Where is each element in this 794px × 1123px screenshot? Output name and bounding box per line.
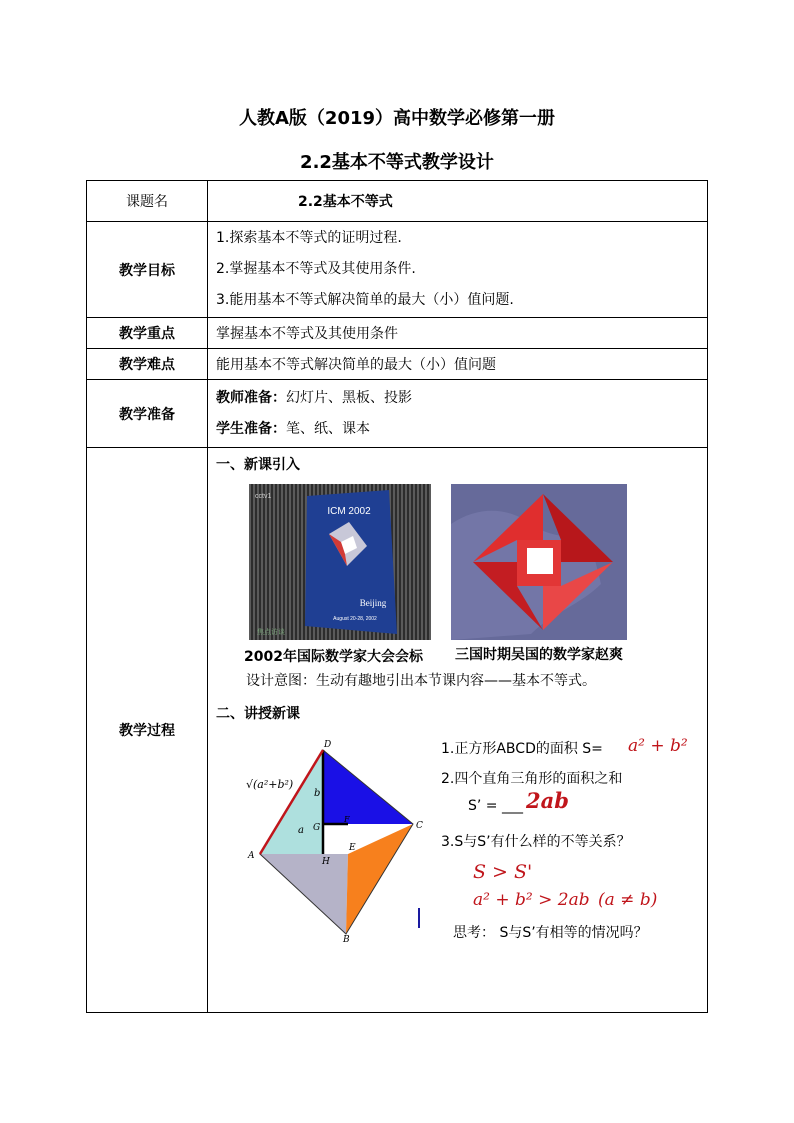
difficulty-value: 能用基本不等式解决简单的最大（小）值问题	[208, 349, 708, 380]
label-C: C	[416, 821, 423, 831]
goals-cell	[208, 222, 708, 318]
answer-inequality: a² + b² > 2ab	[473, 890, 590, 910]
label-goals: 教学目标	[87, 222, 208, 318]
banner-date: August 20-28, 2002	[333, 616, 377, 622]
label-b: b	[314, 788, 321, 799]
label-F: F	[344, 815, 350, 824]
teacher-prep	[216, 383, 707, 414]
section-intro-heading: 一、新课引入	[216, 457, 300, 473]
label-a: a	[298, 825, 304, 836]
label-difficulty: 教学难点	[87, 349, 208, 380]
answer-condition: (a ≠ b)	[598, 890, 658, 910]
label-process: 教学过程	[87, 448, 208, 1013]
label-D: D	[324, 740, 332, 750]
question-3: 3.S与S’有什么样的不等关系？	[441, 834, 631, 850]
square-proof-diagram	[238, 738, 438, 945]
lesson-table	[86, 180, 708, 1013]
row-key	[87, 318, 708, 349]
label-H: H	[322, 857, 330, 867]
label-E: E	[349, 843, 356, 853]
label-hypotenuse: √(a²+b²)	[246, 778, 294, 791]
label-G: G	[313, 823, 321, 833]
document-title: 2.2基本不等式教学设计	[300, 152, 494, 173]
question-2: 2.四个直角三角形的面积之和	[441, 771, 623, 787]
prep-cell	[208, 380, 708, 448]
zhao-shuang-figure	[451, 484, 627, 640]
row-goals	[87, 222, 708, 318]
icm-photo-drawing	[249, 484, 431, 640]
caption-icm: 2002年国际数学家大会会标	[244, 649, 423, 665]
process-cell	[208, 448, 708, 1013]
goal-item: 1.探索基本不等式的证明过程.	[216, 230, 402, 246]
student-prep-label: 学生准备：	[216, 420, 286, 437]
goal-item: 2.掌握基本不等式及其使用条件.	[216, 261, 416, 277]
row-prep	[87, 380, 708, 448]
answer-area-s: a² + b²	[628, 736, 688, 756]
design-intent: 设计意图：生动有趣地引出本节课内容——基本不等式。	[246, 673, 596, 689]
goal-item: 3.能用基本不等式解决简单的最大（小）值问题.	[216, 292, 514, 308]
student-prep	[216, 414, 707, 445]
answer-2ab: 2ab	[526, 788, 569, 813]
section-new-lesson-heading: 二、讲授新课	[216, 706, 300, 722]
book-title: 人教A版（2019）高中数学必修第一册	[238, 108, 556, 129]
cursor-mark	[418, 908, 420, 928]
teacher-prep-value: 幻灯片、黑板、投影	[286, 389, 412, 406]
student-prep-value: 笔、纸、课本	[286, 420, 370, 437]
question-2-sprime: S’ = ___	[468, 798, 523, 814]
watermark-text: 焦点访谈	[257, 628, 285, 636]
tv-logo: cctv1	[255, 493, 272, 500]
caption-zhao: 三国时期吴国的数学家赵爽	[455, 647, 623, 663]
question-1: 1.正方形ABCD的面积 S=	[441, 741, 603, 757]
label-prep: 教学准备	[87, 380, 208, 448]
banner-city: Beijing	[359, 598, 387, 608]
row-difficulty	[87, 349, 708, 380]
label-A: A	[248, 851, 255, 861]
zhao-shuang-drawing	[451, 484, 627, 640]
answer-s-greater: S > S'	[473, 861, 533, 883]
label-key: 教学重点	[87, 318, 208, 349]
teacher-prep-label: 教师准备：	[216, 389, 286, 406]
topic-value: 2.2基本不等式	[208, 181, 708, 222]
row-process	[87, 448, 708, 1013]
label-B: B	[343, 935, 350, 945]
key-value: 掌握基本不等式及其使用条件	[208, 318, 708, 349]
think-question: 思考： S与S’有相等的情况吗？	[453, 925, 648, 941]
label-topic: 课题名	[87, 181, 208, 222]
banner-title: ICM 2002	[327, 506, 371, 517]
row-topic	[87, 181, 708, 222]
icm-2002-photo	[249, 484, 431, 640]
